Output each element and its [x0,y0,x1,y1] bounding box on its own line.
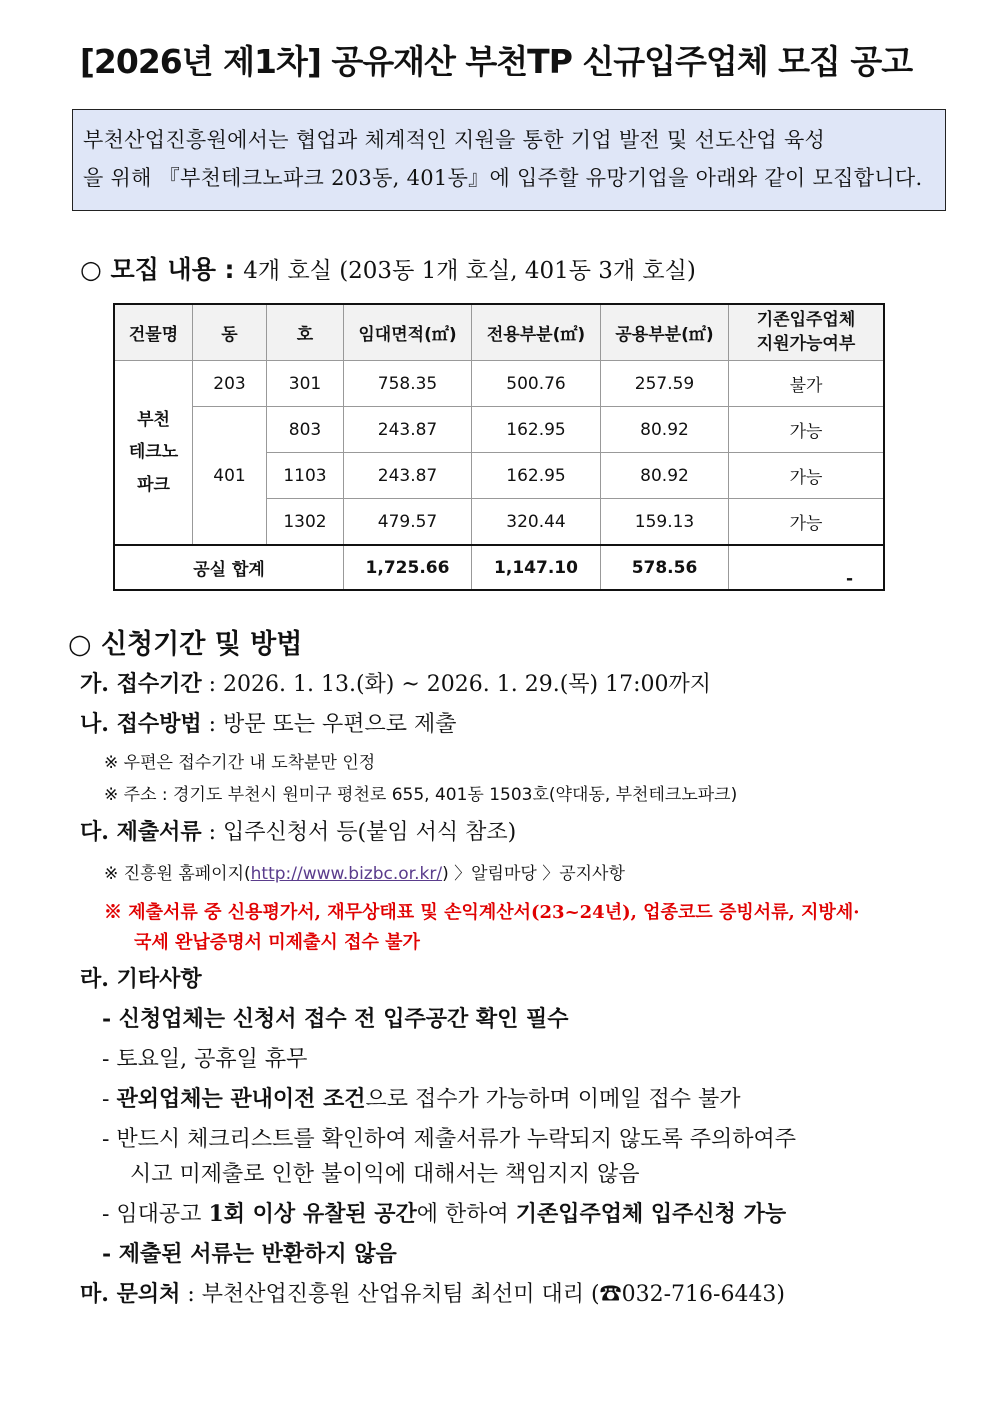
recruit-label: 모집 내용 : [110,255,235,284]
common-cell: 257.59 [601,361,729,407]
ho-cell: 1103 [267,453,344,499]
eligible-cell: 불가 [729,361,885,407]
eligible-cell: 가능 [729,407,885,453]
item-ma [80,1277,785,1308]
text: - 임대공고 [102,1202,209,1227]
col-header: 임대면적(㎡) [344,304,472,361]
note-text: ) 〉알림마당 〉공지사항 [442,864,625,884]
common-cell: 159.13 [601,499,729,546]
col-header: 기존입주업체 지원가능여부 [729,304,885,361]
item-text: : 방문 또는 우편으로 제출 [201,712,457,737]
bold-text: 1회 이상 유찰된 공간 [208,1201,417,1227]
dash: - [102,1087,117,1112]
apply-heading [68,622,302,661]
bold-text: 기존입주업체 입주신청 가능 [515,1201,787,1227]
etc-line: 시고 미제출로 인한 불이익에 대해서는 책임지지 않음 [130,1162,640,1187]
lease-cell: 479.57 [344,499,472,546]
intro-line: 을 위해 『부천테크노파크 203동, 401동』에 입주할 유망기업을 아래와 같이 모집합니다. [83,166,923,190]
phone-icon: ☎ [599,1282,622,1307]
item-text: : 부천산업진흥원 산업유치팀 최선미 대리 ( [180,1282,600,1307]
total-eligible: - [729,545,885,590]
ho-cell: 803 [267,407,344,453]
col-header: 호 [267,304,344,361]
col-header: 건물명 [114,304,193,361]
exclusive-cell: 500.76 [472,361,601,407]
item-text: : 입주신청서 등(붙임 서식 참조) [201,820,517,845]
warning-line: ※ 제출서류 중 신용평가서, 재무상태표 및 손익계산서(23~24년), 업종코드 증빙서류, 지방세· [104,902,860,923]
ho-cell: 1302 [267,499,344,546]
circle-bullet-icon: ○ [80,255,102,284]
etc-line: - 토요일, 공휴일 휴무 [102,1047,308,1072]
text: 으로 접수가 가능하며 이메일 접수 불가 [365,1087,741,1112]
common-cell: 80.92 [601,407,729,453]
homepage-note [104,859,625,884]
item-label: 가. 접수기간 [80,671,202,697]
table-header-row [114,304,884,361]
lease-cell: 243.87 [344,453,472,499]
item-label: 마. 문의처 [80,1281,181,1307]
table-row [114,361,884,407]
etc-line: - 반드시 체크리스트를 확인하여 제출서류가 누락되지 않도록 주의하여주 [102,1127,796,1152]
circle-bullet-icon: ○ [68,629,92,660]
total-common: 578.56 [601,545,729,590]
etc-line: - 신청업체는 신청서 접수 전 입주공간 확인 필수 [102,1006,569,1032]
etc-line [102,1197,786,1228]
item-ga [80,667,711,698]
exclusive-cell: 162.95 [472,453,601,499]
item-na [80,707,457,738]
note-text: ※ 진흥원 홈페이지( [104,864,251,884]
item-text: : 2026. 1. 13.(화) ~ 2026. 1. 29.(목) 17:00까지 [201,672,712,697]
col-header: 동 [193,304,267,361]
bold-text: 관외업체는 관내이전 조건 [116,1086,366,1112]
intro-line: 부천산업진흥원에서는 협업과 체계적인 지원을 통한 기업 발전 및 선도산업 육성 [83,128,826,152]
item-da [80,815,516,846]
page-title: [2026년 제1차] 공유재산 부천TP 신규입주업체 모집 공고 [79,42,913,81]
item-ra: 라. 기타사항 [80,966,202,992]
dong-cell: 203 [193,361,267,407]
homepage-link[interactable]: http://www.bizbc.or.kr/ [250,864,443,884]
col-header: 전용부분(㎡) [472,304,601,361]
ho-cell: 301 [267,361,344,407]
apply-label: 신청기간 및 방법 [100,629,303,660]
total-row [114,545,884,590]
etc-line: - 제출된 서류는 반환하지 않음 [102,1241,397,1267]
note: ※ 주소 : 경기도 부천시 원미구 평천로 655, 401동 1503호(약대동, 부천테크노파크) [104,785,738,805]
table-row [114,407,884,453]
col-header: 공용부분(㎡) [601,304,729,361]
total-exclusive: 1,147.10 [472,545,601,590]
recruit-heading [80,250,696,286]
recruit-detail: 4개 호실 (203동 1개 호실, 401동 3개 호실) [243,258,696,284]
intro-box [72,109,946,211]
total-lease: 1,725.66 [344,545,472,590]
text: 에 한하여 [416,1202,516,1227]
total-label: 공실 합계 [114,545,344,590]
building-cell: 부천 테크노 파크 [114,361,193,546]
common-cell: 80.92 [601,453,729,499]
item-label: 나. 접수방법 [80,711,202,737]
units-table [113,303,885,591]
exclusive-cell: 162.95 [472,407,601,453]
lease-cell: 758.35 [344,361,472,407]
note: ※ 우편은 접수기간 내 도착분만 인정 [104,753,376,773]
item-label: 다. 제출서류 [80,819,202,845]
dong-cell: 401 [193,407,267,546]
phone-number: 032-716-6443) [621,1282,786,1307]
eligible-cell: 가능 [729,453,885,499]
eligible-cell: 가능 [729,499,885,546]
etc-line [102,1082,741,1113]
exclusive-cell: 320.44 [472,499,601,546]
warning-line: 국세 완납증명서 미제출시 접수 불가 [134,932,420,953]
lease-cell: 243.87 [344,407,472,453]
